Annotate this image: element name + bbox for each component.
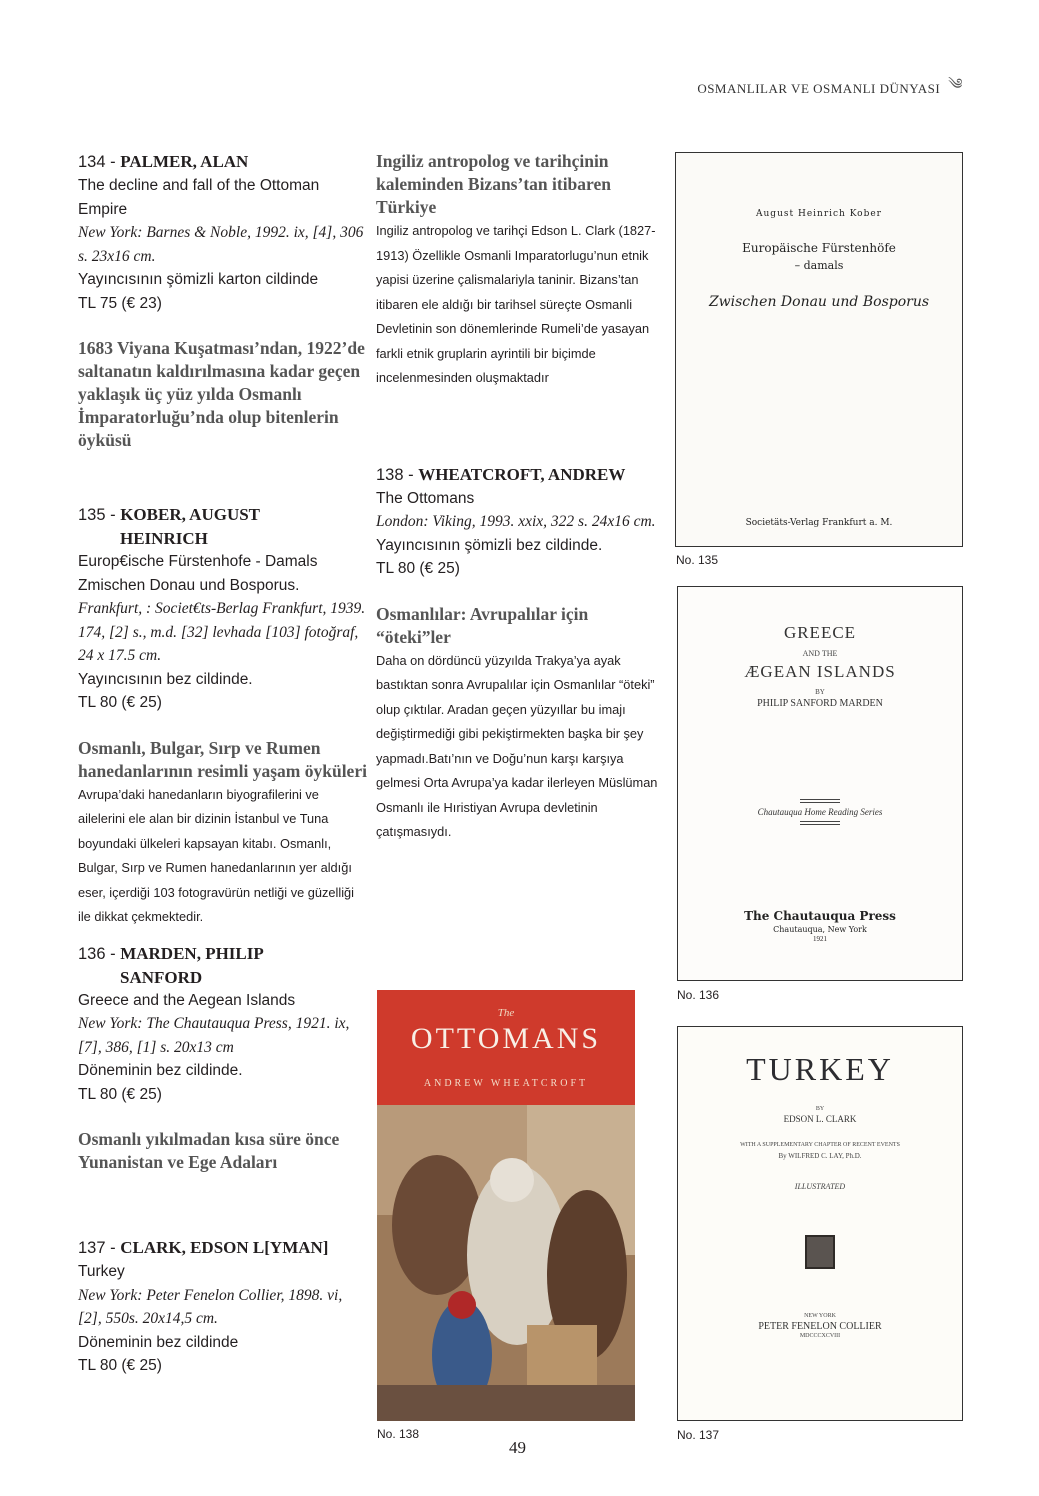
column-left: [78, 150, 368, 1378]
entry-134-publication: New York: Barnes & Noble, 1992. ix, [4], 306 s. 23x16 cm.: [78, 224, 364, 265]
caption-136: No. 136: [677, 988, 720, 1002]
image-137-illustrated: ILLUSTRATED: [794, 1182, 846, 1191]
entry-137-publication: New York: Peter Fenelon Collier, 1898. vi, [2], 550s. 20x14,5 cm.: [78, 1286, 343, 1327]
image-137-title: TURKEY: [746, 1051, 894, 1087]
image-136-place: Chautauqua, New York: [773, 925, 867, 934]
image-136-title-3: ÆGEAN ISLANDS: [744, 662, 896, 681]
cover-painting-icon: [377, 1105, 635, 1421]
book-image-138: [377, 990, 635, 1421]
image-137-supplement-author: By WILFRED C. LAY, Ph.D.: [778, 1152, 862, 1160]
publisher-emblem-icon: [805, 1235, 835, 1269]
image-137-place: NEW YORK: [804, 1313, 836, 1319]
entry-138-subheading: Osmanlılar: Avrupalılar için “öteki”ler: [376, 603, 589, 647]
entry-135-title: Europ€ische Fürstenhofe - Damals Zmischen Donau und Bosporus.: [78, 553, 318, 594]
image-135-title-2: – damals: [794, 259, 844, 272]
entry-137-title: Turkey: [78, 1263, 125, 1280]
entry-137-subheading: Ingiliz antropolog ve tarihçinin kaleminden Bizans’tan itibaren Türkiye: [376, 151, 611, 217]
entry-136-title: Greece and the Aegean Islands: [78, 991, 296, 1009]
running-title: OSMANLILAR VE OSMANLI DÜNYASI: [697, 81, 941, 96]
entry-136-publication: New York: The Chautauqua Press, 1921. ix, [7], 386, [1] s. 20x13 cm: [78, 1015, 350, 1056]
entry-136-condition: Döneminin bez cildinde.: [78, 1062, 243, 1079]
image-136-author: PHILIP SANFORD MARDEN: [757, 698, 883, 709]
caption-137: No. 137: [677, 1428, 720, 1442]
page-number: 49: [509, 1438, 526, 1457]
book-image-135: [675, 152, 963, 547]
image-137-supplement: WITH A SUPPLEMENTARY CHAPTER OF RECENT EVENTS: [740, 1142, 900, 1148]
entry-138-title: The Ottomans: [376, 489, 475, 507]
entry-135-head: 135 - KOBER, AUGUST HEINRICH: [78, 505, 261, 548]
entry-134-condition: Yayıncısının şömizli karton cildinde: [78, 271, 319, 288]
entry-138-price: TL 80 (€ 25): [376, 560, 460, 577]
image-138-author: ANDREW WHEATCROFT: [423, 1078, 589, 1089]
book-image-136: [677, 586, 963, 981]
entry-135-subheading: Osmanlı, Bulgar, Sırp ve Rumen hanedanlarının resimli yaşam öyküleri: [78, 737, 367, 781]
running-header: [697, 68, 963, 110]
image-136-publisher: The Chautauqua Press: [744, 909, 896, 923]
image-138-the: The: [497, 1007, 515, 1019]
entry-137-description: Ingiliz antropolog ve tarihçi Edson L. Clark (1827-1913) Özellikle Osmanli Imparatorlugu’nun etnik yapisi üzerine çalismalariyla taninir. Bizans’tan itibaren ele aldığı bir tarihsel süreçte Osmanli Devletinin son dönemlerinde Rumeli’de yasayan farkli etnik gruplarin ayrintili bir biçimde incelenmesinden oluşmaktadır: [376, 223, 656, 385]
image-136-title-1: GREECE: [783, 623, 857, 642]
book-image-137: [677, 1026, 963, 1421]
image-136-series: Chautauqua Home Reading Series: [757, 807, 883, 817]
entry-134-head: 134 - PALMER, ALAN: [78, 152, 249, 171]
image-136-title-2: AND THE: [802, 649, 838, 658]
caption-138: No. 138: [377, 1427, 420, 1441]
entry-138-condition: Yayıncısının şömizli bez cildinde.: [376, 536, 603, 554]
entry-135-condition: Yayıncısının bez cildinde.: [78, 670, 253, 688]
image-136-by: BY: [815, 688, 825, 696]
entry-137-condition: Döneminin bez cildinde: [78, 1333, 239, 1351]
entry-135-publication: Frankfurt, : Societ€ts-Berlag Frankfurt, 1939. 174, [2] s., m.d. [32] levhada [103] fotoğraf, 24 x 17.5 cm.: [78, 600, 366, 664]
image-135-author: August Heinrich Kober: [756, 209, 882, 219]
entry-136-price: TL 80 (€ 25): [78, 1085, 162, 1103]
image-137-publisher: PETER FENELON COLLIER: [758, 1321, 882, 1332]
entry-134-price: TL 75 (€ 23): [78, 294, 162, 312]
entry-137-head: 137 - CLARK, EDSON L[YMAN]: [78, 1238, 329, 1257]
entry-136-head: 136 - MARDEN, PHILIP SANFORD: [78, 943, 264, 987]
entry-138-description: Daha on dördüncü yüzyılda Trakya’ya ayak bastıktan sonra Avrupalılar için Osmanlılar “öteki” olup çıktılar. Aradan geçen yüzyıllar bu imajı değiştirmediği gibi pekiştirmekten başka bir şey yapmadı.Batı’nın ve Doğu’nun karşı karşıya gelmesi Orta Avrupa’ya kadar ilerleyen Müslüman Osmanlı ile Hıristiyan Avrupa devletinin çatışmasıydı.: [376, 652, 658, 839]
image-137-by: BY: [815, 1106, 825, 1112]
entry-134-subheading: 1683 Viyana Kuşatması’ndan, 1922’de saltanatın kaldırılmasına kadar geçen yaklaşık üç yüz yılda Osmanlı İmparatorluğu’nda olup bitenlerin öyküsü: [78, 338, 365, 450]
entry-137-price: TL 80 (€ 25): [78, 1357, 162, 1374]
image-137-year: MDCCCXCVIII: [799, 1333, 841, 1339]
entry-138-head: 138 - WHEATCROFT, ANDREW: [376, 464, 626, 484]
caption-135: No. 135: [676, 553, 719, 567]
column-middle: [376, 150, 661, 845]
entry-135-description: Avrupa’daki hanedanların biyografilerini ve ailelerini ele alan bir dizinin İstanbul ve Tuna boyundaki ülkeleri kapsayan kitabı. Osmanlı, Bulgar, Sırp ve Rumen hanedanlarının yer aldığı eser, içerdiği 103 fotogravürün netliği ve güzelliği ile dikkat çekmektedir.: [78, 786, 355, 924]
entry-135-price: TL 80 (€ 25): [78, 694, 162, 711]
image-135-title-1: Europäische Fürstenhöfe: [742, 241, 896, 255]
image-138-title: OTTOMANS: [410, 1022, 602, 1055]
image-136-year: 1921: [813, 935, 827, 943]
image-135-title-3: Zwischen Donau und Bosporus: [708, 294, 930, 310]
entry-138-publication: London: Viking, 1993. xxix, 322 s. 24x16 cm.: [376, 513, 656, 530]
entry-134-title: The decline and fall of the Ottoman Empire: [78, 177, 320, 218]
image-137-author: EDSON L. CLARK: [783, 1114, 857, 1124]
entry-136-subheading: Osmanlı yıkılmadan kısa süre önce Yunanistan ve Ege Adaları: [78, 1129, 340, 1172]
image-135-publisher: Societäts-Verlag Frankfurt a. M.: [745, 518, 893, 528]
ornament-icon: ༄: [948, 77, 963, 93]
